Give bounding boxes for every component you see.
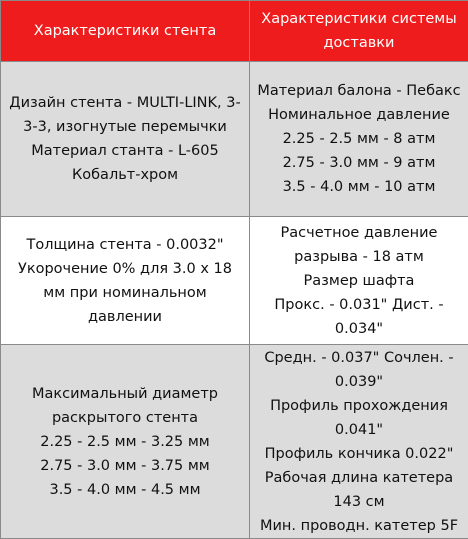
header-stent-characteristics: Характеристики стента bbox=[1, 1, 250, 62]
stent-thickness-cell bbox=[1, 217, 250, 345]
table-row bbox=[1, 345, 468, 539]
cell-line: Материал станта - L-605 bbox=[3, 139, 247, 163]
cell-line: 0.039" bbox=[252, 370, 466, 394]
cell-line: Профиль кончика 0.022" bbox=[252, 442, 466, 466]
stent-design-cell bbox=[1, 62, 250, 217]
cell-line: Толщина стента - 0.0032" bbox=[3, 233, 247, 257]
cell-line: 3.5 - 4.0 мм - 4.5 мм bbox=[3, 478, 247, 502]
cell-line: мм при номинальном bbox=[3, 281, 247, 305]
cell-line: Средн. - 0.037" Сочлен. - bbox=[252, 346, 466, 370]
cell-line: 2.75 - 3.0 мм - 9 атм bbox=[252, 151, 466, 175]
cell-line: 3.5 - 4.0 мм - 10 атм bbox=[252, 175, 466, 199]
cell-line: 0.041" bbox=[252, 418, 466, 442]
table-row bbox=[1, 62, 468, 217]
cell-line: 3-3, изогнутые перемычки bbox=[3, 115, 247, 139]
cell-line: Номинальное давление bbox=[252, 103, 466, 127]
catheter-profile-cell bbox=[250, 345, 468, 539]
cell-line: Укорочение 0% для 3.0 х 18 bbox=[3, 257, 247, 281]
burst-pressure-cell bbox=[250, 217, 468, 345]
cell-line: раскрытого стента bbox=[3, 406, 247, 430]
cell-line: 143 см bbox=[252, 490, 466, 514]
cell-line: Прокс. - 0.031" Дист. - bbox=[252, 293, 466, 317]
table-header-row bbox=[1, 1, 468, 62]
cell-line: 2.25 - 2.5 мм - 8 атм bbox=[252, 127, 466, 151]
cell-line: Дизайн стента - MULTI-LINK, 3- bbox=[3, 91, 247, 115]
max-diameter-cell bbox=[1, 345, 250, 539]
cell-line: Кобальт-хром bbox=[3, 163, 247, 187]
cell-line: давлении bbox=[3, 305, 247, 329]
cell-line: 0.034" bbox=[252, 317, 466, 341]
cell-line: Мин. проводн. катетер 5F bbox=[252, 514, 466, 538]
cell-line: разрыва - 18 атм bbox=[252, 245, 466, 269]
cell-line: Расчетное давление bbox=[252, 221, 466, 245]
cell-line: Размер шафта bbox=[252, 269, 466, 293]
balloon-material-cell bbox=[250, 62, 468, 217]
cell-line: Рабочая длина катетера bbox=[252, 466, 466, 490]
cell-line: 2.25 - 2.5 мм - 3.25 мм bbox=[3, 430, 247, 454]
cell-line: Максимальный диаметр bbox=[3, 382, 247, 406]
cell-line: 2.75 - 3.0 мм - 3.75 мм bbox=[3, 454, 247, 478]
cell-line: Профиль прохождения bbox=[252, 394, 466, 418]
header-delivery-system-characteristics: Характеристики системы доставки bbox=[250, 1, 468, 62]
table-row bbox=[1, 217, 468, 345]
cell-line: Материал балона - Пебакс bbox=[252, 79, 466, 103]
